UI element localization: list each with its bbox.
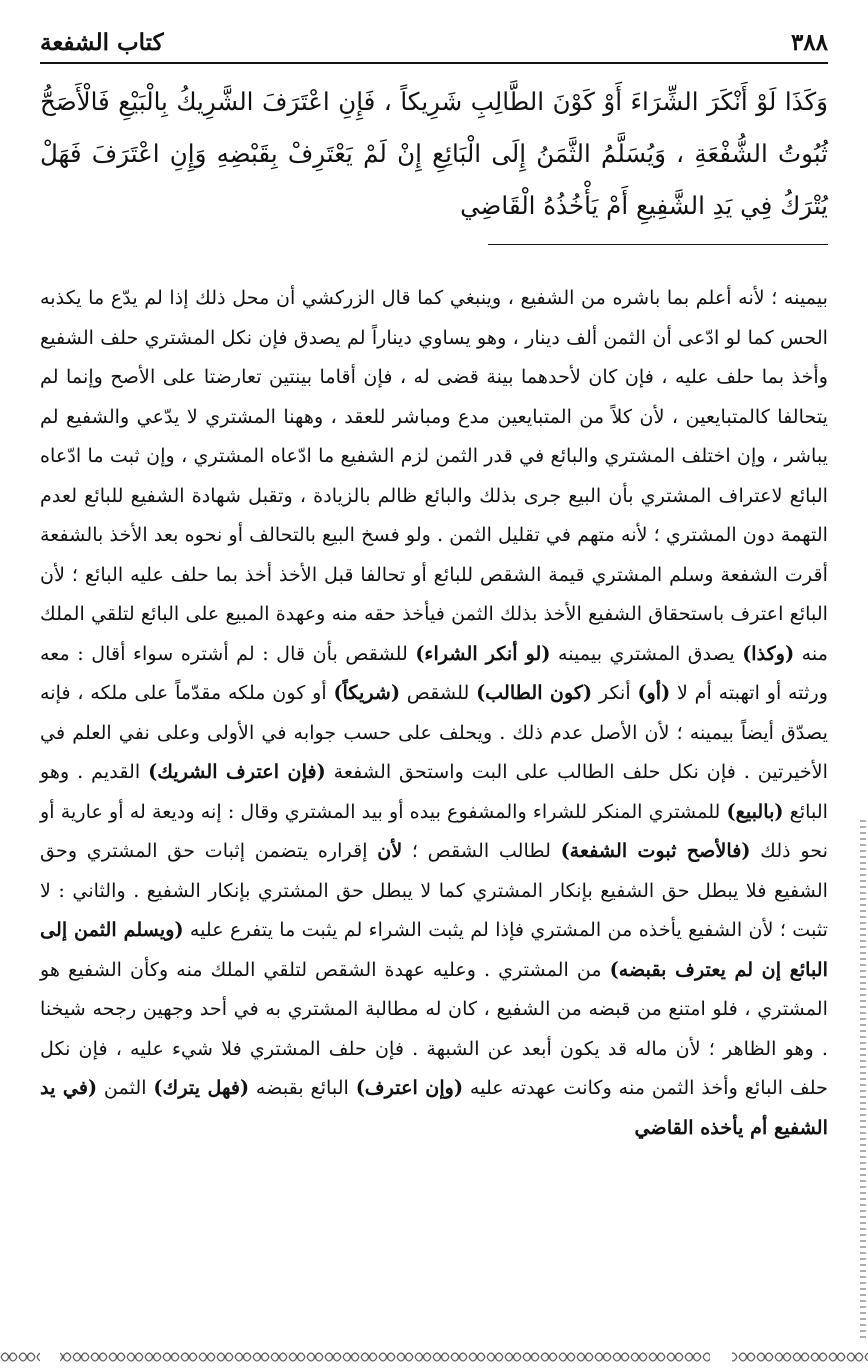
commentary-quoted-matn: (أو) — [637, 681, 671, 704]
commentary-text: أو كون ملكه مقدّماً على ملكه ، فإنه يصدّق أيضاً بيمينه ؛ لأن الأصل عدم ذلك . ويحلف على حسب جوابه في الأولى وعلى نفي العلم في الأخيرتين . فإن نكل حلف الطالب على البت واستحق الشفعة — [40, 681, 828, 783]
footnote-separator — [488, 244, 828, 245]
commentary-quoted-matn: (لو أنكر الشراء) — [415, 641, 551, 665]
commentary-text: إقراره يتضمن إثبات حق المشتري وحق الشفيع فلا يبطل حق الشفيع بإنكار المشتري كما لا يبطل حق المشتري بإنكار الشفيع . والثاني : لا تثبت ؛ لأن الشفيع يأخذه من المشتري فإذا لم يثبت الشراء لم يثبت ما يتفرع عليه — [40, 839, 828, 941]
page-number: ٣٨٨ — [790, 29, 828, 56]
commentary-quoted-matn: (بالبيع) — [726, 799, 784, 823]
commentary-quoted-matn: (شريكاً) — [333, 681, 401, 704]
commentary-text: للشقص — [400, 681, 477, 704]
commentary-text: يصدق المشتري بيمينه — [550, 641, 743, 665]
commentary-quoted-matn: (فإن اعترف الشريك) — [148, 760, 326, 783]
commentary-text: القديم . وهو البائع — [40, 760, 828, 823]
matn-paragraph: وَكَذَا لَوْ أَنْكَرَ الشِّرَاءَ أَوْ كَوْنَ الطَّالِبِ شَرِيكاً ، فَإِنِ اعْتَرَفَ الشَّرِيكُ بِالْبَيْعِ فَالْأَصَحُّ ثُبُوتُ الشُّفْعَةِ ، وَيُسَلَّمُ الثَّمَنُ إِلَى الْبَائِعِ إِنْ لَمْ يَعْتَرِفْ بِقَبْضِهِ وَإِنِ اعْتَرَفَ فَهَلْ يُتْرَكُ فِي يَدِ الشَّفِيعِ أَمْ يَأْخُذُهُ الْقَاضِي — [40, 87, 828, 220]
commentary-quoted-matn: (وكذا) — [742, 641, 795, 665]
commentary-text: لطالب الشقص ؛ — [402, 839, 561, 862]
commentary-quoted-matn: (ويسلم الثمن إلى البائع إن لم يعترف بقبضه) — [40, 918, 828, 981]
commentary-text: من المشتري . وعليه عهدة الشقص لتلقي الملك منه وكأن الشفيع هو المشتري ، فلو امتنع من قبضه من الشفيع ، كان له مطالبة المشتري به في أحد وجهين رجحه شيخنا . وهو الظاهر ؛ لأن ماله قد يكون أبعد عن الشبهة . فإن حلف المشتري فلا شيء عليه ، فإن نكل حلف البائع وأخذ الثمن منه وكانت عهدته عليه — [40, 957, 828, 1099]
commentary-paragraph — [40, 278, 828, 1147]
commentary-quoted-matn: (وإن اعترف) — [355, 1076, 464, 1099]
commentary-text: للشقص بأن قال : لم أشتره سواء أقال : معه ورثته أو اتهبته أم لا — [40, 641, 828, 704]
commentary-text: أنكر — [592, 681, 638, 704]
commentary-text: بيمينه ؛ لأنه أعلم بما باشره من الشفيع ، وينبغي كما قال الزركشي أن محل ذلك إذا لم يدّع ما يكذبه الحس كما لو ادّعى أن الثمن ألف دينار ، وهو يساوي ديناراً لم يصدق فإن نكل المشتري حلف الشفيع وأخذ بما حلف عليه ، فإن كان لأحدهما بينة قضى له ، فإن أقاما بينتين تعارضتا على الأصح وإنما لم يتحالفا كالمتبايعين ، لأن كلاً من المتبايعين مدع ومباشر للعقد ، وههنا المشتري لا يدّعي والشفيع لم يباشر ، وإن اختلف المشتري والبائع في قدر الثمن لزم الشفيع ما ادّعاه المشتري ، وإن ثبت ما ادّعاه البائع لاعتراف المشتري بأن البيع جرى بذلك والبائع ظالم بالزيادة ، وتقبل شهادة الشفيع للبائع لعدم التهمة دون المشتري ؛ لأنه متهم في تقليل الثمن . ولو فسخ البيع بالتحالف أو نحوه بعد الأخذ بالشفعة أقرت الشفعة وسلم المشتري قيمة الشقص للبائع أو تحالفا قبل الأخذ أخذ بما حلف عليه البائع ؛ لأن البائع اعترف باستحقاق الشفيع الأخذ بذلك الثمن فيأخذ حقه منه وعهدة المبيع على البائع لتلقي الملك منه — [40, 286, 828, 665]
commentary-quoted-matn: (في يد الشفيع أم يأخذه القاضي — [40, 1076, 828, 1139]
commentary-text-block — [40, 278, 828, 1147]
page-edge-scan-artifact — [860, 820, 866, 1340]
running-header — [40, 18, 828, 56]
commentary-quoted-matn: (كون الطالب) — [476, 681, 593, 704]
matn-text-block — [40, 76, 828, 232]
commentary-quoted-matn: (فهل يترك) — [153, 1076, 250, 1099]
decorative-border-ornament — [0, 1346, 868, 1368]
header-rule — [40, 62, 828, 64]
commentary-quoted-matn: (فالأصح ثبوت الشفعة) — [560, 839, 751, 862]
book-title: كتاب الشفعة — [40, 29, 164, 56]
commentary-quoted-matn: لأن — [377, 839, 403, 862]
commentary-text: الثمن — [97, 1076, 154, 1099]
commentary-text: للمشتري المنكر للشراء والمشفوع بيده أو بيد المشتري وقال : إنه وديعة له أو عارية أو نحو ذلك — [40, 799, 828, 862]
commentary-text: البائع بقبضه — [249, 1076, 356, 1099]
